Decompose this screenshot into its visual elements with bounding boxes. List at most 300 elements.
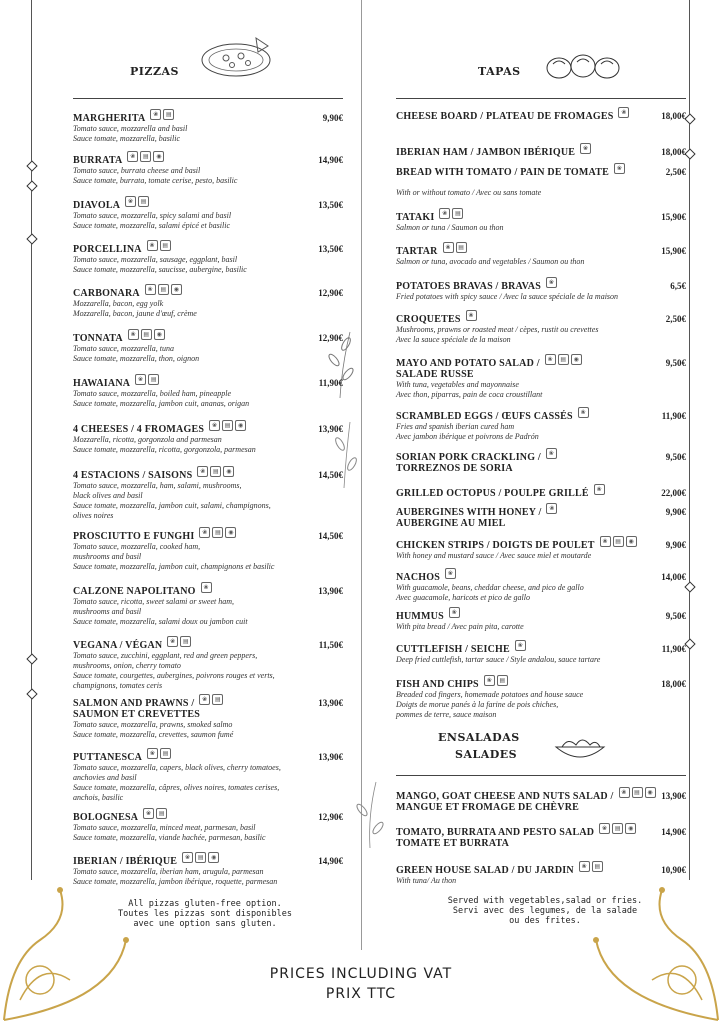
menu-item <box>396 791 686 813</box>
allergen-icon: ❀ <box>578 407 589 418</box>
menu-item-name: MARGHERITA <box>73 113 146 124</box>
menu-item-name: CHICKEN STRIPS / DOIGTS DE POULET <box>396 540 595 551</box>
allergen-icons <box>600 536 637 547</box>
menu-item <box>396 611 686 632</box>
menu-item-price: 13,50€ <box>318 244 343 254</box>
menu-item-description: Tomato sauce, zucchini, eggplant, red and green peppers, <box>73 651 258 660</box>
menu-item-price: 13,90€ <box>318 424 343 434</box>
allergen-icon: ▤ <box>558 354 569 365</box>
menu-item-name: IBERIAN HAM / JAMBON IBÉRIQUE <box>396 147 576 158</box>
menu-item-description: With tuna, vegetables and mayonnaise <box>396 380 519 389</box>
menu-item-description: Sauce tomate, burrata, tomate cerise, pesto, basilic <box>73 176 238 185</box>
allergen-icons <box>545 354 582 365</box>
menu-item-name: BOLOGNESA <box>73 812 139 823</box>
menu-item <box>396 246 686 267</box>
menu-item-price: 11,90€ <box>661 644 686 654</box>
note-line: Served with vegetables,salad or fries. <box>447 896 643 906</box>
menu-item-price: 10,90€ <box>661 865 686 875</box>
menu-item-price: 15,90€ <box>661 212 686 222</box>
allergen-icon: ▤ <box>141 329 152 340</box>
allergen-icons <box>201 582 212 593</box>
allergen-icon: ❀ <box>600 536 611 547</box>
menu-item-description <box>396 178 686 188</box>
menu-item-description: Fries and spanish iberian cured ham <box>396 422 515 431</box>
menu-item-description: With tuna/ Au thon <box>396 876 457 885</box>
menu-item-description: anchois, basilic <box>73 793 124 802</box>
menu-item <box>73 531 343 572</box>
menu-item-name-line2: SALADE RUSSE <box>396 369 474 380</box>
menu-item-price: 14,00€ <box>661 572 686 582</box>
allergen-icon: ▤ <box>156 808 167 819</box>
right-border <box>689 0 690 880</box>
allergen-icon: ❀ <box>443 242 454 253</box>
menu-item <box>396 644 686 665</box>
allergen-icons <box>143 808 167 819</box>
menu-item-name: BREAD WITH TOMATO / PAIN DE TOMATE <box>396 167 609 178</box>
menu-item-description: Sauce tomate, mozzarella, crevettes, saumon fumé <box>73 730 234 739</box>
allergen-icons <box>135 374 159 385</box>
menu-item-description: Tomato sauce, mozzarella, prawns, smoked salmo <box>73 720 233 729</box>
pizzas-title: PIZZAS <box>130 65 179 78</box>
menu-item-description: Salmon or tuna, avocado and vegetables / Saumon ou thon <box>396 257 585 266</box>
menu-item-description: With or without tomato / Avec ou sans tomate <box>396 188 542 197</box>
allergen-icon: ❀ <box>484 675 495 686</box>
allergen-icons <box>167 636 191 647</box>
allergen-icon: ▤ <box>195 852 206 863</box>
menu-item-description: olives noires <box>73 511 114 520</box>
menu-item-name: SCRAMBLED EGGS / ŒUFS CASSÉS <box>396 411 573 422</box>
menu-item-price: 9,50€ <box>665 611 686 621</box>
menu-item-name: GREEN HOUSE SALAD / DU JARDIN <box>396 865 574 876</box>
menu-item-description: Tomato sauce, mozzarella, ham, salami, mushrooms, <box>73 481 242 490</box>
menu-item-price: 18,00€ <box>661 147 686 157</box>
menu-item-description: Doigts de morue panés à la farine de pois chiches, <box>396 700 559 709</box>
allergen-icon: ❀ <box>197 466 208 477</box>
border-ornament <box>684 148 695 159</box>
menu-item <box>396 212 686 233</box>
menu-item-description: Sauce tomate, mozzarella, viande hachée, parmesan, basilic <box>73 833 266 842</box>
allergen-icon: ▤ <box>138 196 149 207</box>
salad-bowl-icon <box>552 733 608 763</box>
menu-item <box>73 288 343 319</box>
border-ornament <box>26 653 37 664</box>
menu-item <box>396 281 686 302</box>
menu-item-description: Mozzarella, ricotta, gorgonzola and parmesan <box>73 435 222 444</box>
prices-vat-line: PRICES INCLUDING VAT <box>269 966 453 982</box>
allergen-icon: ▤ <box>497 675 508 686</box>
allergen-icon: ❀ <box>147 748 158 759</box>
menu-item-price: 9,90€ <box>665 507 686 517</box>
allergen-icon: ◉ <box>225 527 236 538</box>
menu-item-price: 9,50€ <box>665 452 686 462</box>
menu-item-price: 13,90€ <box>318 752 343 762</box>
menu-item-price: 18,00€ <box>661 679 686 689</box>
menu-item-description: Avec jambon ibérique et poivrons de Padrón <box>396 432 539 441</box>
menu-item-name-line2: MANGUE ET FROMAGE DE CHÈVRE <box>396 802 580 813</box>
menu-item-description: Sauce tomate, mozzarella, salami doux ou jambon cuit <box>73 617 248 626</box>
allergen-icon: ◉ <box>153 151 164 162</box>
menu-item-description: Tomato sauce, mozzarella, sausage, eggplant, basil <box>73 255 238 264</box>
menu-item-name: SALMON AND PRAWNS / <box>73 698 195 709</box>
menu-item <box>396 572 686 603</box>
allergen-icon: ▤ <box>222 420 233 431</box>
allergen-icons <box>209 420 246 431</box>
allergen-icons <box>145 284 182 295</box>
allergen-icon: ◉ <box>154 329 165 340</box>
allergen-icon: ❀ <box>515 640 526 651</box>
menu-item-description: Sauce tomate, mozzarella, jambon cuit, salami, champignons, <box>73 501 271 510</box>
menu-item-name: PORCELLINA <box>73 244 142 255</box>
menu-item <box>73 113 343 144</box>
menu-item-price: 9,50€ <box>665 358 686 368</box>
allergen-icons <box>128 329 165 340</box>
allergen-icon: ▤ <box>210 466 221 477</box>
menu-item-name: VEGANA / VÉGAN <box>73 640 163 651</box>
border-ornament <box>684 113 695 124</box>
section-divider <box>396 775 686 776</box>
menu-item-price: 6,5€ <box>670 281 686 291</box>
allergen-icons <box>199 694 223 705</box>
menu-item <box>396 507 686 529</box>
allergen-icons <box>546 503 557 514</box>
allergen-icon: ❀ <box>449 607 460 618</box>
menu-item-price: 2,50€ <box>665 314 686 324</box>
menu-item <box>73 333 343 364</box>
menu-item-name: CHEESE BOARD / PLATEAU DE FROMAGES <box>396 111 614 122</box>
menu-item-name: MAYO AND POTATO SALAD / <box>396 358 540 369</box>
allergen-icon: ❀ <box>579 861 590 872</box>
tapas-illustration-icon <box>545 48 621 84</box>
allergen-icon: ◉ <box>625 823 636 834</box>
allergen-icon: ▤ <box>163 109 174 120</box>
menu-item <box>396 865 686 886</box>
menu-item <box>73 752 343 803</box>
menu-item <box>73 640 343 691</box>
allergen-icons <box>618 107 629 118</box>
menu-item-name: HUMMUS <box>396 611 444 622</box>
allergen-icon: ❀ <box>127 151 138 162</box>
menu-item-name: PROSCIUTTO E FUNGHI <box>73 531 195 542</box>
menu-item-description: Salmon or tuna / Saumon ou thon <box>396 223 504 232</box>
menu-item-description: Tomato sauce, burrata cheese and basil <box>73 166 201 175</box>
menu-item-description: Deep fried cuttlefish, tartar sauce / Style andalou, sauce tartare <box>396 655 601 664</box>
menu-item-description: Fried potatoes with spicy sauce / Avec la sauce spéciale de la maison <box>396 292 619 301</box>
menu-item-name-line2: TOMATE ET BURRATA <box>396 838 510 849</box>
allergen-icon: ❀ <box>145 284 156 295</box>
menu-item-description: With pita bread / Avec pain pita, carotte <box>396 622 524 631</box>
allergen-icon: ❀ <box>546 277 557 288</box>
menu-item-description: Tomato sauce, mozzarella, minced meat, parmesan, basil <box>73 823 256 832</box>
allergen-icon: ▤ <box>613 536 624 547</box>
menu-item <box>396 540 686 561</box>
menu-item-description: mushrooms and basil <box>73 552 142 561</box>
menu-item-price: 2,50€ <box>665 167 686 177</box>
allergen-icons <box>150 109 174 120</box>
note-line: Servi avec des legumes, de la salade <box>452 906 638 916</box>
menu-item <box>73 856 343 887</box>
menu-item-price: 12,90€ <box>318 333 343 343</box>
menu-item-description: Sauce tomate, mozzarella, basilic <box>73 134 181 143</box>
allergen-icons <box>484 675 508 686</box>
allergen-icon: ❀ <box>143 808 154 819</box>
allergen-icons <box>197 466 234 477</box>
allergen-icon: ❀ <box>466 310 477 321</box>
menu-item <box>396 488 686 499</box>
allergen-icon: ❀ <box>546 503 557 514</box>
menu-item-name: NACHOS <box>396 572 440 583</box>
menu-item-description: Sauce tomate, mozzarella, jambon cuit, ananas, origan <box>73 399 250 408</box>
allergen-icons <box>449 607 460 618</box>
allergen-icon: ▤ <box>632 787 643 798</box>
menu-item-name: SORIAN PORK CRACKLING / <box>396 452 541 463</box>
menu-item <box>396 358 686 400</box>
allergen-icon: ▤ <box>452 208 463 219</box>
menu-item <box>73 155 343 186</box>
menu-item-price: 14,50€ <box>318 531 343 541</box>
menu-item <box>73 698 343 740</box>
allergen-icon: ❀ <box>594 484 605 495</box>
menu-item-description: Sauce tomate, mozzarella, ricotta, gorgonzola, parmesan <box>73 445 256 454</box>
menu-item-name: TATAKI <box>396 212 435 223</box>
border-ornament <box>684 638 695 649</box>
menu-item-name: CARBONARA <box>73 288 140 299</box>
menu-item-description: Tomato sauce, ricotta, sweet salami or sweet ham, <box>73 597 235 606</box>
allergen-icons <box>619 787 656 798</box>
menu-item <box>396 827 686 849</box>
menu-item-description: Sauce tomate, mozzarella, salami épicé et basilic <box>73 221 231 230</box>
menu-item-description: With guacamole, beans, cheddar cheese, and pico de gallo <box>396 583 584 592</box>
salades-title: SALADES <box>455 748 518 761</box>
allergen-icon: ◉ <box>626 536 637 547</box>
allergen-icon: ❀ <box>619 787 630 798</box>
menu-item-description: Sauce tomate, mozzarella, thon, oignon <box>73 354 200 363</box>
allergen-icon: ❀ <box>439 208 450 219</box>
menu-item-name: CROQUETES <box>396 314 461 325</box>
allergen-icons <box>546 277 557 288</box>
allergen-icon: ❀ <box>545 354 556 365</box>
allergen-icon: ◉ <box>171 284 182 295</box>
allergen-icon: ▤ <box>212 694 223 705</box>
menu-item-name: BURRATA <box>73 155 123 166</box>
menu-item-name: GRILLED OCTOPUS / POULPE GRILLÉ <box>396 488 589 499</box>
menu-item-name: CUTTLEFISH / SEICHE <box>396 644 510 655</box>
allergen-icons <box>147 748 171 759</box>
allergen-icons <box>466 310 477 321</box>
border-ornament <box>26 160 37 171</box>
menu-item-name: TONNATA <box>73 333 123 344</box>
pizza-illustration-icon <box>196 32 274 80</box>
tapas-title: TAPAS <box>478 65 521 78</box>
menu-item <box>396 411 686 442</box>
allergen-icon: ❀ <box>135 374 146 385</box>
gluten-free-note <box>95 899 315 929</box>
allergen-icon: ◉ <box>208 852 219 863</box>
menu-item-name: POTATOES BRAVAS / BRAVAS <box>396 281 541 292</box>
allergen-icon: ❀ <box>199 694 210 705</box>
allergen-icons <box>439 208 463 219</box>
allergen-icon: ❀ <box>167 636 178 647</box>
allergen-icon: ❀ <box>182 852 193 863</box>
allergen-icon: ▤ <box>140 151 151 162</box>
menu-item-price: 12,90€ <box>318 812 343 822</box>
allergen-icon: ◉ <box>223 466 234 477</box>
menu-item-description: Avec guacamole, haricots et pico de gallo <box>396 593 530 602</box>
menu-item-price: 11,90€ <box>661 411 686 421</box>
menu-item-price: 14,50€ <box>318 470 343 480</box>
section-divider <box>396 98 686 99</box>
menu-item-description: Tomato sauce, mozzarella, cooked ham, <box>73 542 201 551</box>
allergen-icon: ◉ <box>571 354 582 365</box>
note-line: Toutes les pizzas sont disponibles <box>118 909 292 919</box>
allergen-icons <box>515 640 526 651</box>
allergen-icons <box>443 242 467 253</box>
allergen-icons <box>147 240 171 251</box>
menu-item-price: 12,90€ <box>318 288 343 298</box>
allergen-icon: ❀ <box>546 448 557 459</box>
menu-item-name: 4 CHEESES / 4 FROMAGES <box>73 424 205 435</box>
allergen-icon: ❀ <box>618 107 629 118</box>
allergen-icon: ❀ <box>125 196 136 207</box>
menu-item-description: Tomato sauce, mozzarella, capers, black olives, cherry tomatoes, <box>73 763 281 772</box>
allergen-icon: ◉ <box>645 787 656 798</box>
menu-item-price: 14,90€ <box>318 856 343 866</box>
menu-item-description: Sauce tomate, courgettes, aubergines, poivrons rouges et verts, <box>73 671 275 680</box>
menu-item-description: Tomato sauce, mozzarella, spicy salami and basil <box>73 211 232 220</box>
menu-item-name-line2: AUBERGINE AU MIEL <box>396 518 506 529</box>
menu-item-description: mushrooms, onion, cherry tomato <box>73 661 181 670</box>
allergen-icons <box>546 448 557 459</box>
menu-item-description: black olives and basil <box>73 491 143 500</box>
allergen-icons <box>199 527 236 538</box>
menu-item <box>396 452 686 474</box>
allergen-icon: ▤ <box>160 748 171 759</box>
menu-item-price: 13,90€ <box>318 586 343 596</box>
allergen-icons <box>445 568 456 579</box>
menu-item-description: Mozzarella, bacon, jaune d'œuf, crème <box>73 309 197 318</box>
menu-item-description: Mushrooms, prawns or roasted meat / cèpes, rustit ou crevettes <box>396 325 599 334</box>
menu-item-description: Sauce tomate, mozzarella, jambon ibérique, roquette, parmesan <box>73 877 278 886</box>
allergen-icon: ◉ <box>235 420 246 431</box>
menu-item-price: 13,90€ <box>661 791 686 801</box>
allergen-icons <box>579 861 603 872</box>
section-divider <box>73 98 343 99</box>
menu-item <box>73 812 343 843</box>
menu-item-description: Tomato sauce, mozzarella, boiled ham, pineapple <box>73 389 232 398</box>
allergen-icon: ❀ <box>150 109 161 120</box>
menu-item-price: 9,90€ <box>665 540 686 550</box>
menu-item-description: Sauce tomate, mozzarella, jambon cuit, champignons et basilic <box>73 562 275 571</box>
menu-item-price: 22,00€ <box>661 488 686 498</box>
menu-item-name: FISH AND CHIPS <box>396 679 479 690</box>
allergen-icon: ▤ <box>158 284 169 295</box>
menu-item-price: 11,90€ <box>318 378 343 388</box>
allergen-icon: ❀ <box>445 568 456 579</box>
prix-ttc-line: PRIX TTC <box>325 986 397 1002</box>
border-ornament <box>26 180 37 191</box>
menu-item <box>396 314 686 345</box>
menu-item-name: TOMATO, BURRATA AND PESTO SALAD <box>396 827 595 838</box>
menu-item-price: 14,90€ <box>318 155 343 165</box>
allergen-icon: ❀ <box>199 527 210 538</box>
allergen-icon: ❀ <box>580 143 591 154</box>
menu-item <box>73 200 343 231</box>
menu-item-description: Tomato sauce, mozzarella and basil <box>73 124 188 133</box>
allergen-icon: ▤ <box>592 861 603 872</box>
menu-item <box>73 586 343 627</box>
menu-item-description: champignons, tomates ceris <box>73 681 163 690</box>
border-ornament <box>684 581 695 592</box>
allergen-icon: ❀ <box>147 240 158 251</box>
menu-item-description: Avec la sauce spéciale de la maison <box>396 335 511 344</box>
menu-item-price: 15,90€ <box>661 246 686 256</box>
menu-item-description: pommes de terre, sauce maison <box>396 710 497 719</box>
menu-item <box>73 424 343 455</box>
menu-item-price: 9,90€ <box>322 113 343 123</box>
note-line: avec une option sans gluten. <box>133 919 277 929</box>
menu-item <box>73 470 343 521</box>
menu-item-description: Tomato sauce, mozzarella, iberian ham, arugula, parmesan <box>73 867 264 876</box>
allergen-icons <box>578 407 589 418</box>
menu-item-description: Mozzarella, bacon, egg yolk <box>73 299 164 308</box>
menu-item-description: Tomato sauce, mozzarella, tuna <box>73 344 174 353</box>
allergen-icons <box>599 823 636 834</box>
allergen-icons <box>614 163 625 174</box>
menu-item-description: Sauce tomate, mozzarella, câpres, olives noires, tomates cerises, <box>73 783 280 792</box>
allergen-icon: ▤ <box>612 823 623 834</box>
menu-item-description: Breaded cod fingers, homemade potatoes and house sauce <box>396 690 584 699</box>
menu-item <box>73 244 343 275</box>
allergen-icons <box>125 196 149 207</box>
allergen-icons <box>127 151 164 162</box>
allergen-icon: ❀ <box>599 823 610 834</box>
allergen-icons <box>594 484 605 495</box>
menu-item-name: 4 ESTACIONS / SAISONS <box>73 470 193 481</box>
served-with-note <box>410 896 680 926</box>
menu-item-description: With honey and mustard sauce / Avec sauce miel et moutarde <box>396 551 592 560</box>
menu-item <box>73 378 343 409</box>
menu-item-name: IBERIAN / IBÉRIQUE <box>73 856 178 867</box>
menu-item-name: CALZONE NAPOLITANO <box>73 586 196 597</box>
allergen-icons <box>182 852 219 863</box>
menu-item <box>396 679 686 720</box>
allergen-icon: ▤ <box>212 527 223 538</box>
menu-item-price: 11,50€ <box>318 640 343 650</box>
menu-item <box>396 111 686 122</box>
note-line: ou des frites. <box>509 916 581 926</box>
menu-item-name: MANGO, GOAT CHEESE AND NUTS SALAD / <box>396 791 614 802</box>
allergen-icon: ❀ <box>128 329 139 340</box>
note-line: All pizzas gluten-free option. <box>128 899 282 909</box>
menu-item-price: 13,50€ <box>318 200 343 210</box>
menu-item <box>396 167 686 198</box>
menu-item-name-line2: SAUMON ET CREVETTES <box>73 709 200 720</box>
menu-item-name: PUTTANESCA <box>73 752 143 763</box>
menu-item-description: mushrooms and basil <box>73 607 142 616</box>
allergen-icon: ❀ <box>614 163 625 174</box>
allergen-icon: ▤ <box>456 242 467 253</box>
menu-item-name: AUBERGINES WITH HONEY / <box>396 507 542 518</box>
menu-item-description: Sauce tomate, mozzarella, saucisse, aubergine, basilic <box>73 265 247 274</box>
menu-item <box>396 147 686 158</box>
border-ornament <box>26 688 37 699</box>
menu-item-name: DIAVOLA <box>73 200 121 211</box>
allergen-icon: ▤ <box>148 374 159 385</box>
menu-item-price: 18,00€ <box>661 111 686 121</box>
menu-item-name: HAWAIANA <box>73 378 131 389</box>
leaf-branch-icon <box>350 780 390 850</box>
allergen-icon: ▤ <box>180 636 191 647</box>
menu-item-description: Avec thon, piparras, pain de coca croustillant <box>396 390 543 399</box>
